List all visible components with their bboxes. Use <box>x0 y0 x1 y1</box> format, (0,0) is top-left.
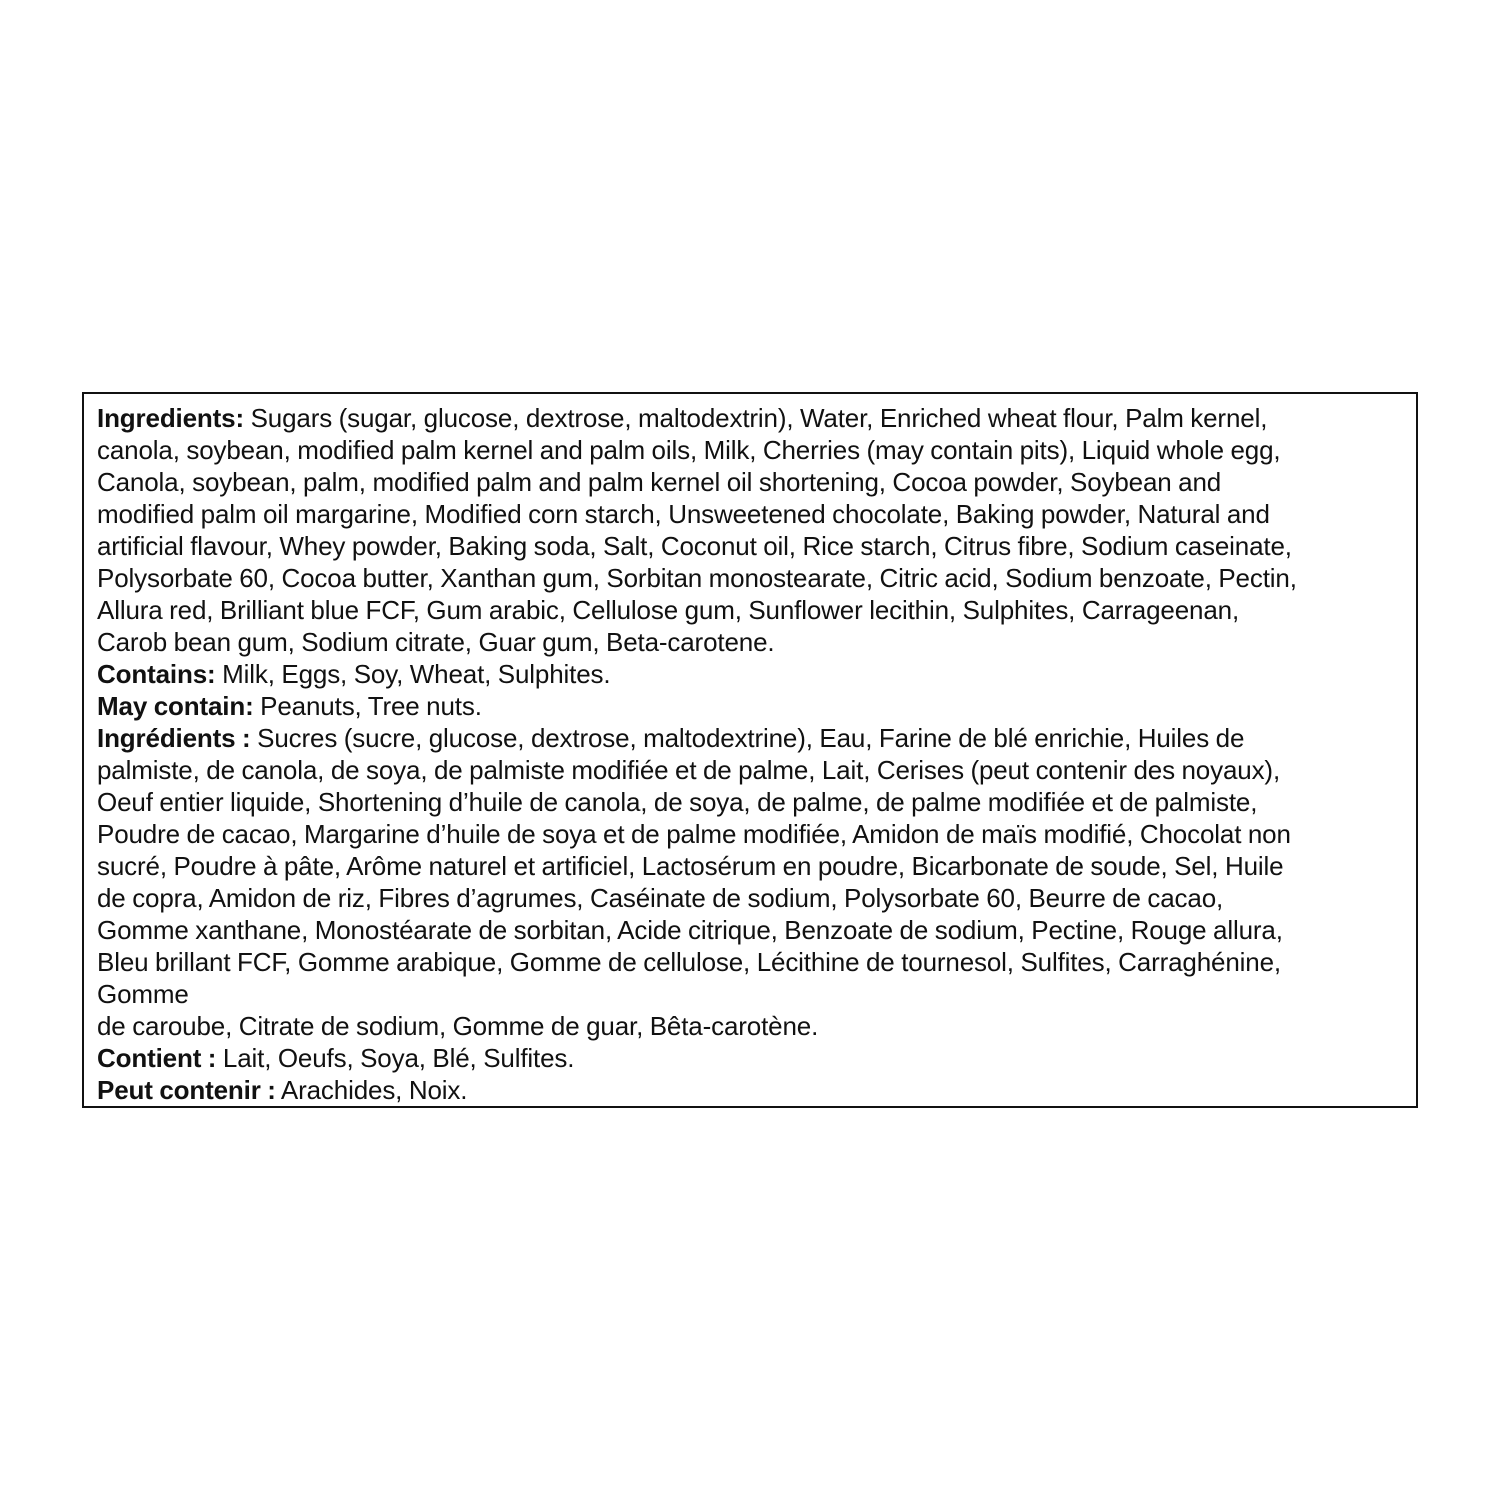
fr-may-contain-line <box>97 1074 1404 1106</box>
en-ingredients-line-2: canola, soybean, modified palm kernel and palm oils, Milk, Cherries (may contain pits), Liquid whole egg, <box>97 435 1281 465</box>
fr-ingredients-line-8: Bleu brillant FCF, Gomme arabique, Gomme de cellulose, Lécithine de tournesol, Sulfites, Carraghénine, <box>97 947 1281 977</box>
en-may-contain-text: Peanuts, Tree nuts. <box>253 691 482 721</box>
en-ingredients-line-6: Polysorbate 60, Cocoa butter, Xanthan gum, Sorbitan monostearate, Citric acid, Sodium benzoate, Pectin, <box>97 563 1297 593</box>
en-contains-line <box>97 658 1404 690</box>
fr-ingredients-line-6: de copra, Amidon de riz, Fibres d’agrumes, Caséinate de sodium, Polysorbate 60, Beurre de cacao, <box>97 883 1224 913</box>
fr-may-contain-heading: Peut contenir : <box>97 1075 276 1105</box>
fr-ingredients-text: Sucres (sucre, glucose, dextrose, maltodextrine), Eau, Farine de blé enrichie, Huiles de <box>250 723 1245 753</box>
fr-ingredients-line-5: sucré, Poudre à pâte, Arôme naturel et artificiel, Lactosérum en poudre, Bicarbonate de soude, Sel, Huile <box>97 851 1284 881</box>
fr-ingredients-line-9: Gomme <box>97 979 189 1009</box>
fr-ingredients-line-7: Gomme xanthane, Monostéarate de sorbitan, Acide citrique, Benzoate de sodium, Pectine, Rouge allura, <box>97 915 1283 945</box>
en-ingredients-line-5: artificial flavour, Whey powder, Baking soda, Salt, Coconut oil, Rice starch, Citrus fibre, Sodium caseinate, <box>97 531 1292 561</box>
fr-ingredients-heading: Ingrédients : <box>97 723 251 753</box>
fr-ingredients-line-2: palmiste, de canola, de soya, de palmiste modifiée et de palme, Lait, Cerises (peut contenir des noyaux), <box>97 755 1281 785</box>
en-contains-text: Milk, Eggs, Soy, Wheat, Sulphites. <box>215 659 611 689</box>
en-ingredients-line-1 <box>97 402 1404 434</box>
en-ingredients-heading: Ingredients: <box>97 403 244 433</box>
en-ingredients-line-8: Carob bean gum, Sodium citrate, Guar gum, Beta-carotene. <box>97 627 775 657</box>
fr-may-contain-text: Arachides, Noix. <box>275 1075 468 1105</box>
fr-ingredients-line-3: Oeuf entier liquide, Shortening d’huile de canola, de soya, de palme, de palme modifiée et de palmiste, <box>97 787 1258 817</box>
en-may-contain-heading: May contain: <box>97 691 254 721</box>
fr-ingredients-line-1 <box>97 722 1404 754</box>
en-contains-heading: Contains: <box>97 659 216 689</box>
en-ingredients-text: Sugars (sugar, glucose, dextrose, maltodextrin), Water, Enriched wheat flour, Palm kernel, <box>244 403 1268 433</box>
en-ingredients-line-3: Canola, soybean, palm, modified palm and palm kernel oil shortening, Cocoa powder, Soybean and <box>97 467 1222 497</box>
ingredients-label-panel <box>82 392 1418 1108</box>
fr-ingredients-line-4: Poudre de cacao, Margarine d’huile de soya et de palme modifiée, Amidon de maïs modifié, Chocolat non <box>97 819 1291 849</box>
fr-contains-heading: Contient : <box>97 1043 217 1073</box>
en-ingredients-line-7: Allura red, Brilliant blue FCF, Gum arabic, Cellulose gum, Sunflower lecithin, Sulphites, Carrageenan, <box>97 595 1240 625</box>
fr-contains-text: Lait, Oeufs, Soya, Blé, Sulfites. <box>216 1043 575 1073</box>
fr-contains-line <box>97 1042 1404 1074</box>
fr-ingredients-line-10: de caroube, Citrate de sodium, Gomme de guar, Bêta-carotène. <box>97 1011 819 1041</box>
en-may-contain-line <box>97 690 1404 722</box>
en-ingredients-line-4: modified palm oil margarine, Modified corn starch, Unsweetened chocolate, Baking powder, Natural and <box>97 499 1270 529</box>
